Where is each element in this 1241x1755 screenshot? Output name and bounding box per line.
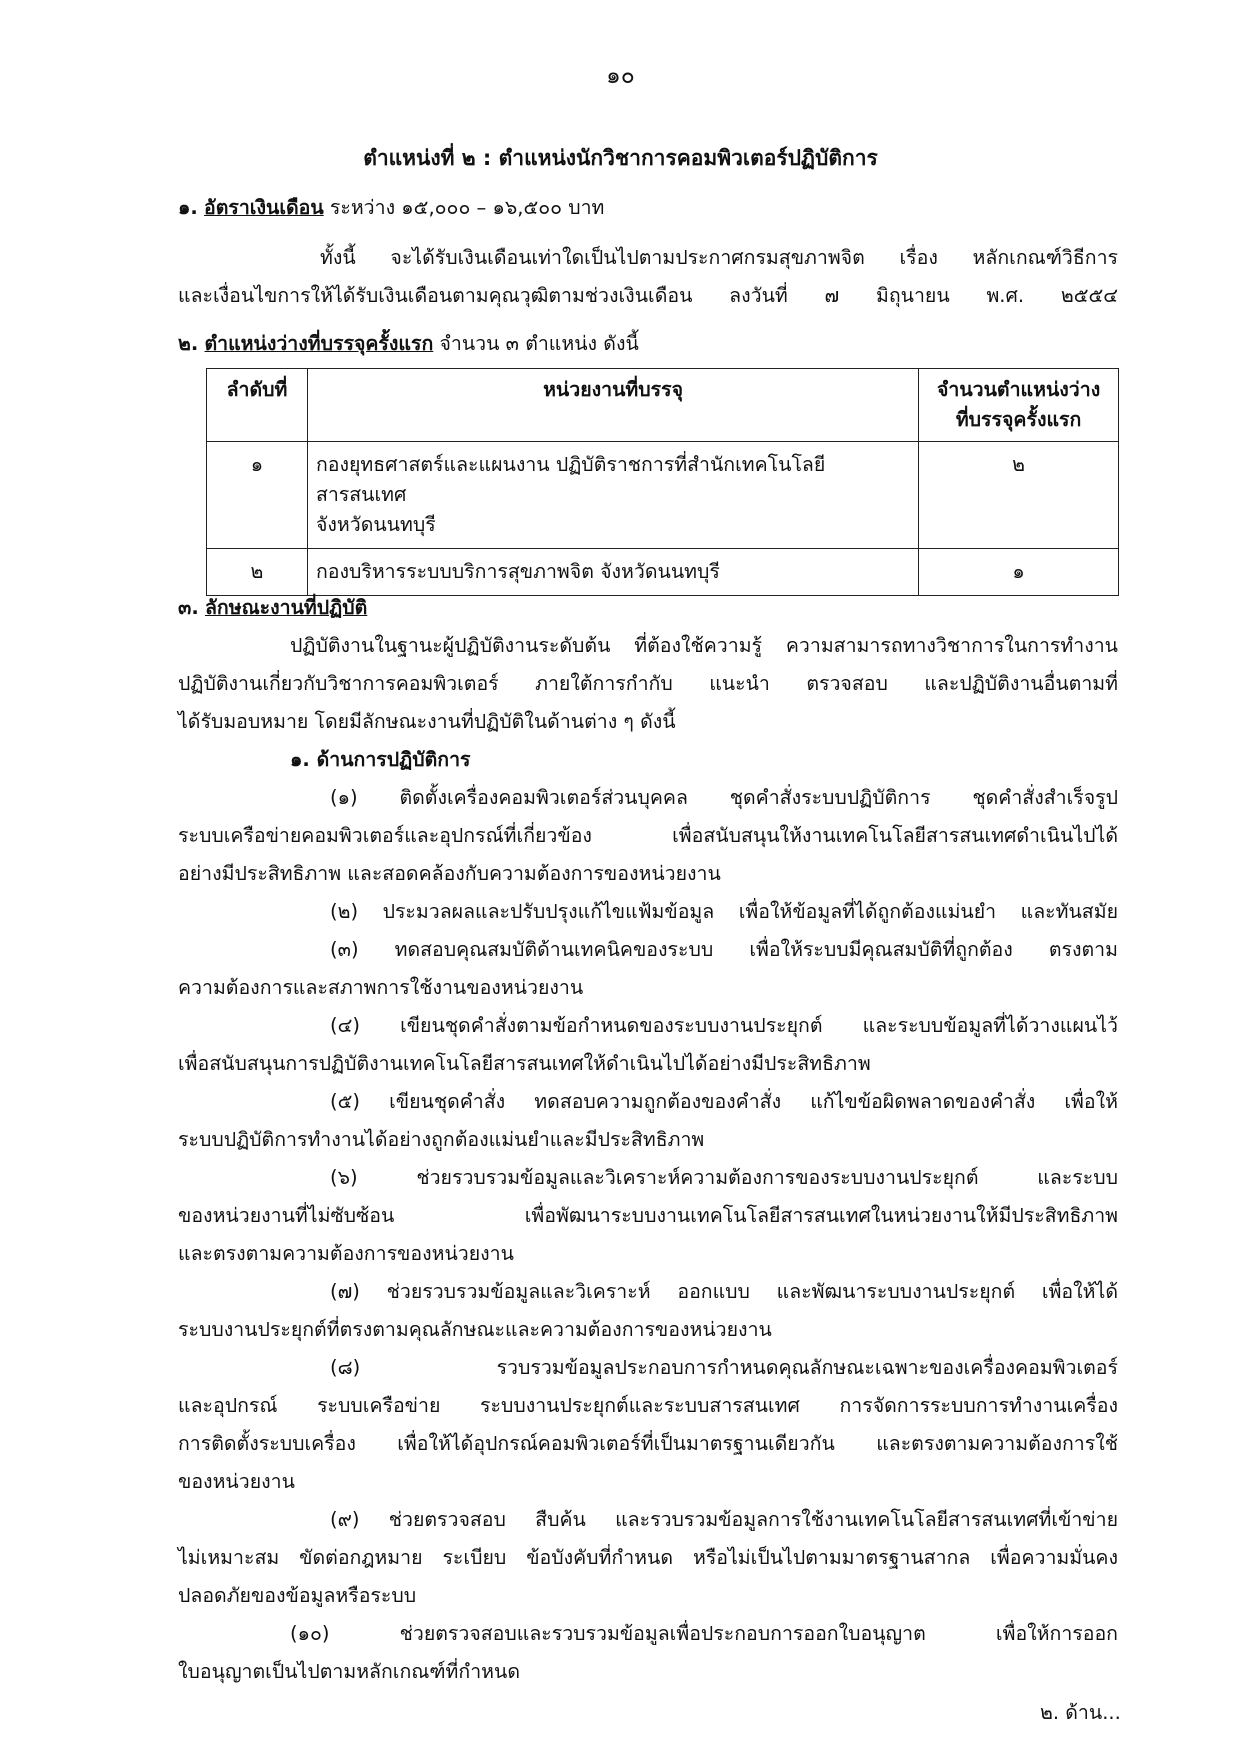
duty-item-1-line-2: ระบบเครือข่ายคอมพิวเตอร์และอุปกรณ์ที่เกี่ยวข้อง เพื่อสนับสนุนให้งานเทคโนโลยีสารสนเทศดำเนินไปได้	[178, 824, 1118, 847]
row-unit-line-2: จังหวัดนนทบุรี	[315, 513, 436, 536]
row-unit	[307, 442, 918, 549]
duty-item-8-line-2: และอุปกรณ์ ระบบเครือข่าย ระบบงานประยุกต์และระบบสารสนเทศ การจัดการระบบการทำงานเครื่อง	[178, 1394, 1118, 1417]
duties-number: ๓.	[178, 596, 199, 619]
vacancies-line	[178, 326, 1118, 362]
header-order: ลำดับที่	[207, 369, 308, 442]
row-unit-line-1: กองบริหารระบบบริการสุขภาพจิต จังหวัดนนทบุรี	[315, 560, 720, 583]
duty-item-4-line-2: เพื่อสนับสนุนการปฏิบัติงานเทคโนโลยีสารสนเทศให้ดำเนินไปได้อย่างมีประสิทธิภาพ	[178, 1052, 871, 1075]
duty-item-10-line-2: ใบอนุญาตเป็นไปตามหลักเกณฑ์ที่กำหนด	[178, 1660, 521, 1683]
salary-line	[178, 190, 1118, 226]
vacancies-number: ๒.	[178, 332, 199, 355]
duties-line	[178, 590, 1118, 626]
duty-item-1-line-1: (๑) ติดตั้งเครื่องคอมพิวเตอร์ส่วนบุคคล ชุดคำสั่งระบบปฏิบัติการ ชุดคำสั่งสำเร็จรูป	[330, 786, 1118, 809]
salary-label: อัตราเงินเดือน	[204, 196, 324, 219]
duty-item-5-line-1: (๕) เขียนชุดคำสั่ง ทดสอบความถูกต้องของคำสั่ง แก้ไขข้อผิดพลาดของคำสั่ง เพื่อให้	[330, 1090, 1118, 1113]
header-unit: หน่วยงานที่บรรจุ	[307, 369, 918, 442]
salary-note-line-2: และเงื่อนไขการให้ได้รับเงินเดือนตามคุณวุฒิตามช่วงเงินเดือน ลงวันที่ ๗ มิถุนายน พ.ศ. ๒๕๕๔	[178, 284, 1118, 307]
duty-item-3-line-1: (๓) ทดสอบคุณสมบัติด้านเทคนิคของระบบ เพื่อให้ระบบมีคุณสมบัติที่ถูกต้อง ตรงตาม	[330, 938, 1118, 961]
duty-item-10-line-1: (๑๐) ช่วยตรวจสอบและรวบรวมข้อมูลเพื่อประกอบการออกใบอนุญาต เพื่อให้การออก	[290, 1622, 1118, 1645]
duty-item-7-line-2: ระบบงานประยุกต์ที่ตรงตามคุณลักษณะและความต้องการของหน่วยงาน	[178, 1318, 772, 1341]
duty-item-4-line-1: (๔) เขียนชุดคำสั่งตามข้อกำหนดของระบบงานประยุกต์ และระบบข้อมูลที่ได้วางแผนไว้	[330, 1014, 1118, 1037]
duty-item-3-line-2: ความต้องการและสภาพการใช้งานของหน่วยงาน	[178, 976, 584, 999]
duty-item-8-line-1: (๘) รวบรวมข้อมูลประกอบการกำหนดคุณลักษณะเฉพาะของเครื่องคอมพิวเตอร์	[330, 1356, 1118, 1379]
table-row	[207, 549, 1119, 596]
section-heading-operations: ๑. ด้านการปฏิบัติการ	[290, 748, 471, 771]
duty-item-6-line-2: ของหน่วยงานที่ไม่ซับซ้อน เพื่อพัฒนาระบบงานเทคโนโลยีสารสนเทศในหน่วยงานให้มีประสิทธิภาพ	[178, 1204, 1118, 1227]
duty-item-9-line-2: ไม่เหมาะสม ขัดต่อกฎหมาย ระเบียบ ข้อบังคับที่กำหนด หรือไม่เป็นไปตามมาตรฐานสากล เพื่อความมั่นคง	[178, 1546, 1118, 1569]
row-count: ๑	[919, 549, 1119, 596]
row-order: ๑	[207, 442, 308, 549]
row-unit-line-1: กองยุทธศาสตร์และแผนงาน ปฏิบัติราชการที่สำนักเทคโนโลยีสารสนเทศ	[315, 453, 826, 506]
row-order: ๒	[207, 549, 308, 596]
duty-item-6-line-3: และตรงตามความต้องการของหน่วยงาน	[178, 1242, 514, 1265]
page-title: ตำแหน่งที่ ๒ : ตำแหน่งนักวิชาการคอมพิวเตอร์ปฏิบัติการ	[363, 146, 878, 170]
vacancies-label: ตำแหน่งว่างที่บรรจุครั้งแรก	[204, 332, 434, 355]
vacancy-table	[206, 368, 1119, 596]
header-count-line-2: ที่บรรจุครั้งแรก	[955, 408, 1082, 431]
duties-intro-line-2: ปฏิบัติงานเกี่ยวกับวิชาการคอมพิวเตอร์ ภายใต้การกำกับ แนะนำ ตรวจสอบ และปฏิบัติงานอื่นตามที่	[178, 672, 1118, 695]
header-count	[919, 369, 1119, 442]
duties-intro-line-3: ได้รับมอบหมาย โดยมีลักษณะงานที่ปฏิบัติในด้านต่าง ๆ ดังนี้	[178, 710, 676, 733]
duties-intro-line-1: ปฏิบัติงานในฐานะผู้ปฏิบัติงานระดับต้น ที่ต้องใช้ความรู้ ความสามารถทางวิชาการในการทำงาน	[290, 634, 1118, 657]
salary-note-line-1: ทั้งนี้ จะได้รับเงินเดือนเท่าใดเป็นไปตามประกาศกรมสุขภาพจิต เรื่อง หลักเกณฑ์วิธีการ	[320, 246, 1118, 269]
duty-item-5-line-2: ระบบปฏิบัติการทำงานได้อย่างถูกต้องแม่นยำและมีประสิทธิภาพ	[178, 1128, 705, 1151]
duty-item-8-line-4: ของหน่วยงาน	[178, 1470, 295, 1493]
duty-item-2-line-1: (๒) ประมวลผลและปรับปรุงแก้ไขแฟ้มข้อมูล เพื่อให้ข้อมูลที่ได้ถูกต้องแม่นยำ และทันสมัย	[330, 900, 1118, 923]
duty-item-7-line-1: (๗) ช่วยรวบรวมข้อมูลและวิเคราะห์ ออกแบบ และพัฒนาระบบงานประยุกต์ เพื่อให้ได้	[330, 1280, 1118, 1303]
row-count: ๒	[919, 442, 1119, 549]
salary-range: ระหว่าง ๑๕,๐๐๐ – ๑๖,๕๐๐ บาท	[323, 196, 605, 219]
continuation-marker: ๒. ด้าน...	[1040, 1701, 1121, 1724]
table-header-row	[207, 369, 1119, 442]
duty-item-9-line-1: (๙) ช่วยตรวจสอบ สืบค้น และรวบรวมข้อมูลการใช้งานเทคโนโลยีสารสนเทศที่เข้าข่าย	[330, 1508, 1118, 1531]
vacancies-count-text: จำนวน ๓ ตำแหน่ง ดังนี้	[433, 332, 639, 355]
salary-number: ๑.	[178, 196, 198, 219]
duty-item-1-line-3: อย่างมีประสิทธิภาพ และสอดคล้องกับความต้องการของหน่วยงาน	[178, 862, 721, 885]
table-row	[207, 442, 1119, 549]
duty-item-9-line-3: ปลอดภัยของข้อมูลหรือระบบ	[178, 1584, 417, 1607]
header-count-line-1: จำนวนตำแหน่งว่าง	[936, 378, 1101, 401]
duty-item-8-line-3: การติดตั้งระบบเครื่อง เพื่อให้ได้อุปกรณ์คอมพิวเตอร์ที่เป็นมาตรฐานเดียวกัน และตรงตามความต้องการใช้	[178, 1432, 1118, 1455]
duties-label: ลักษณะงานที่ปฏิบัติ	[204, 596, 368, 619]
duty-item-6-line-1: (๖) ช่วยรวบรวมข้อมูลและวิเคราะห์ความต้องการของระบบงานประยุกต์ และระบบ	[330, 1166, 1118, 1189]
row-unit	[307, 549, 918, 596]
page-number: ๑๐	[606, 63, 635, 89]
